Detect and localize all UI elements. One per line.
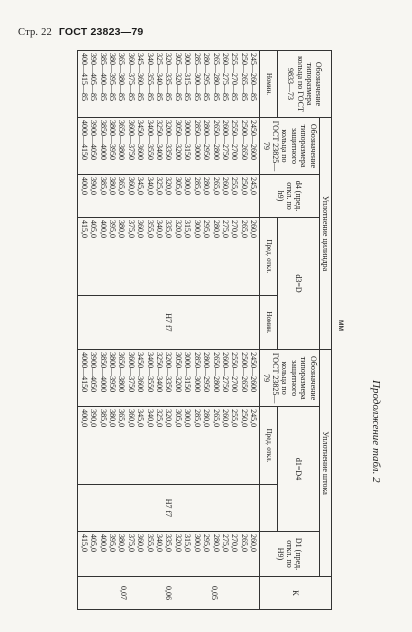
rod-code-cell: 3900—4050 bbox=[89, 352, 99, 393]
d4-cell: 300,0 bbox=[183, 177, 193, 195]
cyl-code-cell: 2450—2600 bbox=[249, 120, 259, 160]
d4-cell: 255,0 bbox=[230, 177, 240, 195]
d1-nom-cell: 400,0 bbox=[79, 409, 89, 428]
D1-values bbox=[78, 532, 260, 577]
d4-cell: 265,0 bbox=[211, 177, 221, 195]
D1-cell: 260,0 bbox=[249, 534, 259, 552]
rod-code-cell: 3650—3800 bbox=[117, 352, 127, 393]
D1-cell: 270,0 bbox=[230, 534, 240, 552]
D1-cell: 295,0 bbox=[202, 534, 212, 552]
cyl-code-cell: 2550—2700 bbox=[230, 120, 240, 160]
cyl-code-cell: 3050—3200 bbox=[173, 120, 183, 160]
rotated-table-block bbox=[30, 50, 388, 610]
rod-code-cell: 2450—2600 bbox=[249, 352, 259, 393]
d1-nom-cell: 265,0 bbox=[211, 409, 221, 428]
d4-cell: 260,0 bbox=[220, 177, 230, 195]
cyl-code-cell: 3200—3350 bbox=[164, 120, 174, 160]
D1-cell: 375,0 bbox=[126, 534, 136, 552]
col-dD-header: d3=D bbox=[278, 218, 319, 350]
d1-nom-cell: 345,0 bbox=[136, 409, 146, 428]
D1-cell: 340,0 bbox=[155, 534, 165, 552]
rod-code-cell: 3450—3600 bbox=[136, 352, 146, 393]
cyl-code-cell: 3000—3150 bbox=[183, 120, 193, 160]
rod-code-cell: 3000—3150 bbox=[183, 352, 193, 393]
d4-cell: 250,0 bbox=[239, 177, 249, 195]
d1-nom-values bbox=[78, 407, 260, 485]
D1-cell: 405,0 bbox=[89, 534, 99, 552]
rod-code-cell: 3800—3950 bbox=[108, 352, 118, 393]
rod-code-values bbox=[78, 350, 260, 407]
dD-nom-cell: 320,0 bbox=[173, 220, 183, 238]
rod-code-cell: 3850—4000 bbox=[98, 352, 108, 393]
group-cylinder-header: Уплотнение цилиндра bbox=[319, 118, 331, 350]
d4-cell: 245,0 bbox=[249, 177, 259, 195]
dimensions-table bbox=[77, 50, 332, 610]
cyl-code-cell: 2800—2950 bbox=[202, 120, 212, 160]
d1-nom-cell: 255,0 bbox=[230, 409, 240, 428]
ring-cell: 380—395—85 bbox=[108, 53, 118, 101]
dD-nom-cell: 315,0 bbox=[183, 220, 193, 238]
rod-code-cell: 2850—3000 bbox=[192, 352, 202, 393]
cyl-code-cell: 3800—3950 bbox=[108, 120, 118, 160]
rod-code-cell: 3200—3350 bbox=[164, 352, 174, 393]
ring-cell: 280—295—85 bbox=[202, 53, 212, 101]
continuation-label: Продолжение табл. 2 bbox=[370, 380, 382, 483]
d1-nom-cell: 390,0 bbox=[89, 409, 99, 428]
d4-cell: 320,0 bbox=[164, 177, 174, 195]
dD-nom-cell: 280,0 bbox=[211, 220, 221, 238]
ring-cell: 250—265—85 bbox=[239, 53, 249, 101]
d1-nom-cell: 360,0 bbox=[126, 409, 136, 428]
cyl-code-cell: 3900—4050 bbox=[89, 120, 99, 160]
d4-cell: 380,0 bbox=[108, 177, 118, 195]
col-ring-header: Обозначение типоразмера кольца по ГОСТ 9833—73 bbox=[278, 51, 332, 118]
ring-cell: 260—275—85 bbox=[220, 53, 230, 101]
tol-rod: H7 f7 bbox=[78, 484, 260, 531]
dD-nom-cell: 265,0 bbox=[239, 220, 249, 238]
d1-nom-cell: 245,0 bbox=[249, 409, 259, 428]
rod-code-cell: 3250—3400 bbox=[155, 352, 165, 393]
ring-cell: 385—400—85 bbox=[98, 53, 108, 101]
dD-nom-cell: 375,0 bbox=[126, 220, 136, 238]
ring-cell: 255—270—85 bbox=[230, 53, 240, 101]
d1-nom-cell: 260,0 bbox=[220, 409, 230, 428]
k-cell: 0,05 bbox=[209, 586, 219, 600]
d1-nom-cell: 320,0 bbox=[164, 409, 174, 428]
ring-values bbox=[78, 51, 260, 118]
col-d4-header: d4 (пред. откл. по h9) bbox=[260, 175, 319, 218]
D1-cell: 395,0 bbox=[108, 534, 118, 552]
cyl-code-cell: 3650—3800 bbox=[117, 120, 127, 160]
col-rod-code-header: Обозначение типоразмера защитного кольца по ГОСТ 23825—79 bbox=[260, 350, 319, 407]
rod-code-cell: 2650—2800 bbox=[211, 352, 221, 393]
ring-cell: 265—280—85 bbox=[211, 53, 221, 101]
D1-cell: 320,0 bbox=[173, 534, 183, 552]
dD-nom-cell: 300,0 bbox=[192, 220, 202, 238]
D1-cell: 335,0 bbox=[164, 534, 174, 552]
dD-nom-cell: 360,0 bbox=[136, 220, 146, 238]
rod-code-cell: 2500—2650 bbox=[239, 352, 249, 393]
group-rod-header: Уплотнение штока bbox=[319, 350, 331, 577]
d4-cell: 325,0 bbox=[155, 177, 165, 195]
rod-code-cell: 2550—2700 bbox=[230, 352, 240, 393]
ring-cell: 305—320—85 bbox=[173, 53, 183, 101]
cyl-code-cell: 2600—2750 bbox=[220, 120, 230, 160]
standard-code: ГОСТ 23823—79 bbox=[58, 26, 144, 38]
cyl-code-cell: 3600—3750 bbox=[126, 120, 136, 160]
k-cell: 0,07 bbox=[119, 586, 129, 600]
d4-cell: 345,0 bbox=[136, 177, 146, 195]
col-D1-header: D1 (пред. откл. по H9) bbox=[260, 532, 319, 577]
page-number: Стр. 22 bbox=[18, 27, 52, 38]
dD-nom-cell: 335,0 bbox=[164, 220, 174, 238]
sub-dev-rod: Пред. откл. bbox=[260, 407, 278, 485]
d1-nom-cell: 280,0 bbox=[202, 409, 212, 428]
d4-cell: 365,0 bbox=[117, 177, 127, 195]
D1-cell: 380,0 bbox=[117, 534, 127, 552]
ring-cell: 365—380—85 bbox=[117, 53, 127, 101]
cyl-code-values bbox=[78, 118, 260, 175]
D1-cell: 415,0 bbox=[79, 534, 89, 552]
d4-cell: 385,0 bbox=[98, 177, 108, 195]
col-d1-header: d1=D4 bbox=[278, 407, 319, 532]
ring-cell: 340—355—85 bbox=[145, 53, 155, 101]
D1-cell: 355,0 bbox=[145, 534, 155, 552]
dD-nom-cell: 395,0 bbox=[108, 220, 118, 238]
rod-code-cell: 3600—3750 bbox=[126, 352, 136, 393]
dD-nom-cell: 355,0 bbox=[145, 220, 155, 238]
ring-cell: 360—375—85 bbox=[126, 53, 136, 101]
k-values bbox=[78, 577, 260, 610]
ring-cell: 300—315—85 bbox=[183, 53, 193, 101]
ring-cell: 325—340—85 bbox=[155, 53, 165, 101]
cyl-code-cell: 2650—2800 bbox=[211, 120, 221, 160]
cyl-code-cell: 3250—3400 bbox=[155, 120, 165, 160]
D1-cell: 300,0 bbox=[192, 534, 202, 552]
D1-cell: 360,0 bbox=[136, 534, 146, 552]
dD-nom-cell: 400,0 bbox=[98, 220, 108, 238]
rod-code-cell: 4000—4150 bbox=[79, 352, 89, 393]
dD-nom-cell: 270,0 bbox=[230, 220, 240, 238]
d4-cell: 360,0 bbox=[126, 177, 136, 195]
sub-nom-rod: Номин. bbox=[260, 295, 278, 349]
dD-nom-values bbox=[78, 218, 260, 296]
d1-nom-cell: 300,0 bbox=[183, 409, 193, 428]
table-row bbox=[78, 51, 260, 610]
col-cyl-code-header: Обозначение типоразмера защитного кольца по ГОСТ 23825—79 bbox=[260, 118, 319, 175]
ring-cell: 400—415—85 bbox=[79, 53, 89, 101]
col-k-header: K bbox=[260, 577, 332, 610]
ring-cell: 390—405—85 bbox=[89, 53, 99, 101]
d1-nom-cell: 250,0 bbox=[239, 409, 249, 428]
cyl-code-cell: 3450—3600 bbox=[136, 120, 146, 160]
d1-nom-cell: 305,0 bbox=[173, 409, 183, 428]
ring-cell: 320—335—85 bbox=[164, 53, 174, 101]
rod-code-cell: 3400—3550 bbox=[145, 352, 155, 393]
cyl-code-cell: 2500—2650 bbox=[239, 120, 249, 160]
D1-cell: 315,0 bbox=[183, 534, 193, 552]
cyl-code-cell: 2850—3000 bbox=[192, 120, 202, 160]
dD-nom-cell: 295,0 bbox=[202, 220, 212, 238]
tol-cyl: H7 f7 bbox=[78, 295, 260, 349]
dD-nom-cell: 260,0 bbox=[249, 220, 259, 238]
cyl-code-cell: 3850—4000 bbox=[98, 120, 108, 160]
dD-nom-cell: 415,0 bbox=[79, 220, 89, 238]
ring-cell: 345—360—85 bbox=[136, 53, 146, 101]
d1-nom-cell: 325,0 bbox=[155, 409, 165, 428]
d1-nom-cell: 380,0 bbox=[108, 409, 118, 428]
cyl-code-cell: 4000—4150 bbox=[79, 120, 89, 160]
rod-code-cell: 3050—3200 bbox=[173, 352, 183, 393]
d1-nom-cell: 340,0 bbox=[145, 409, 155, 428]
rod-code-cell: 2800—2950 bbox=[202, 352, 212, 393]
d1-nom-cell: 285,0 bbox=[192, 409, 202, 428]
D1-cell: 265,0 bbox=[239, 534, 249, 552]
unit-label: мм bbox=[337, 320, 346, 331]
ring-cell: 285—300—85 bbox=[192, 53, 202, 101]
rod-code-cell: 2600—2750 bbox=[220, 352, 230, 393]
cyl-code-cell: 3400—3550 bbox=[145, 120, 155, 160]
page-header bbox=[18, 26, 143, 38]
k-cell: 0,06 bbox=[164, 586, 174, 600]
d4-cell: 305,0 bbox=[173, 177, 183, 195]
dD-nom-cell: 340,0 bbox=[155, 220, 165, 238]
dD-nom-cell: 405,0 bbox=[89, 220, 99, 238]
d4-values bbox=[78, 175, 260, 218]
D1-cell: 275,0 bbox=[220, 534, 230, 552]
sub-dev-cyl: Пред. откл. bbox=[260, 218, 278, 296]
d1-nom-cell: 365,0 bbox=[117, 409, 127, 428]
sub-nom-cyl: Номин. bbox=[260, 51, 278, 118]
d4-cell: 340,0 bbox=[145, 177, 155, 195]
ring-cell: 245—260—85 bbox=[249, 53, 259, 101]
d1-nom-cell: 385,0 bbox=[98, 409, 108, 428]
d4-cell: 280,0 bbox=[202, 177, 212, 195]
dD-nom-cell: 380,0 bbox=[117, 220, 127, 238]
d4-cell: 285,0 bbox=[192, 177, 202, 195]
d4-cell: 390,0 bbox=[89, 177, 99, 195]
dD-nom-cell: 275,0 bbox=[220, 220, 230, 238]
D1-cell: 400,0 bbox=[98, 534, 108, 552]
D1-cell: 280,0 bbox=[211, 534, 221, 552]
d4-cell: 400,0 bbox=[79, 177, 89, 195]
